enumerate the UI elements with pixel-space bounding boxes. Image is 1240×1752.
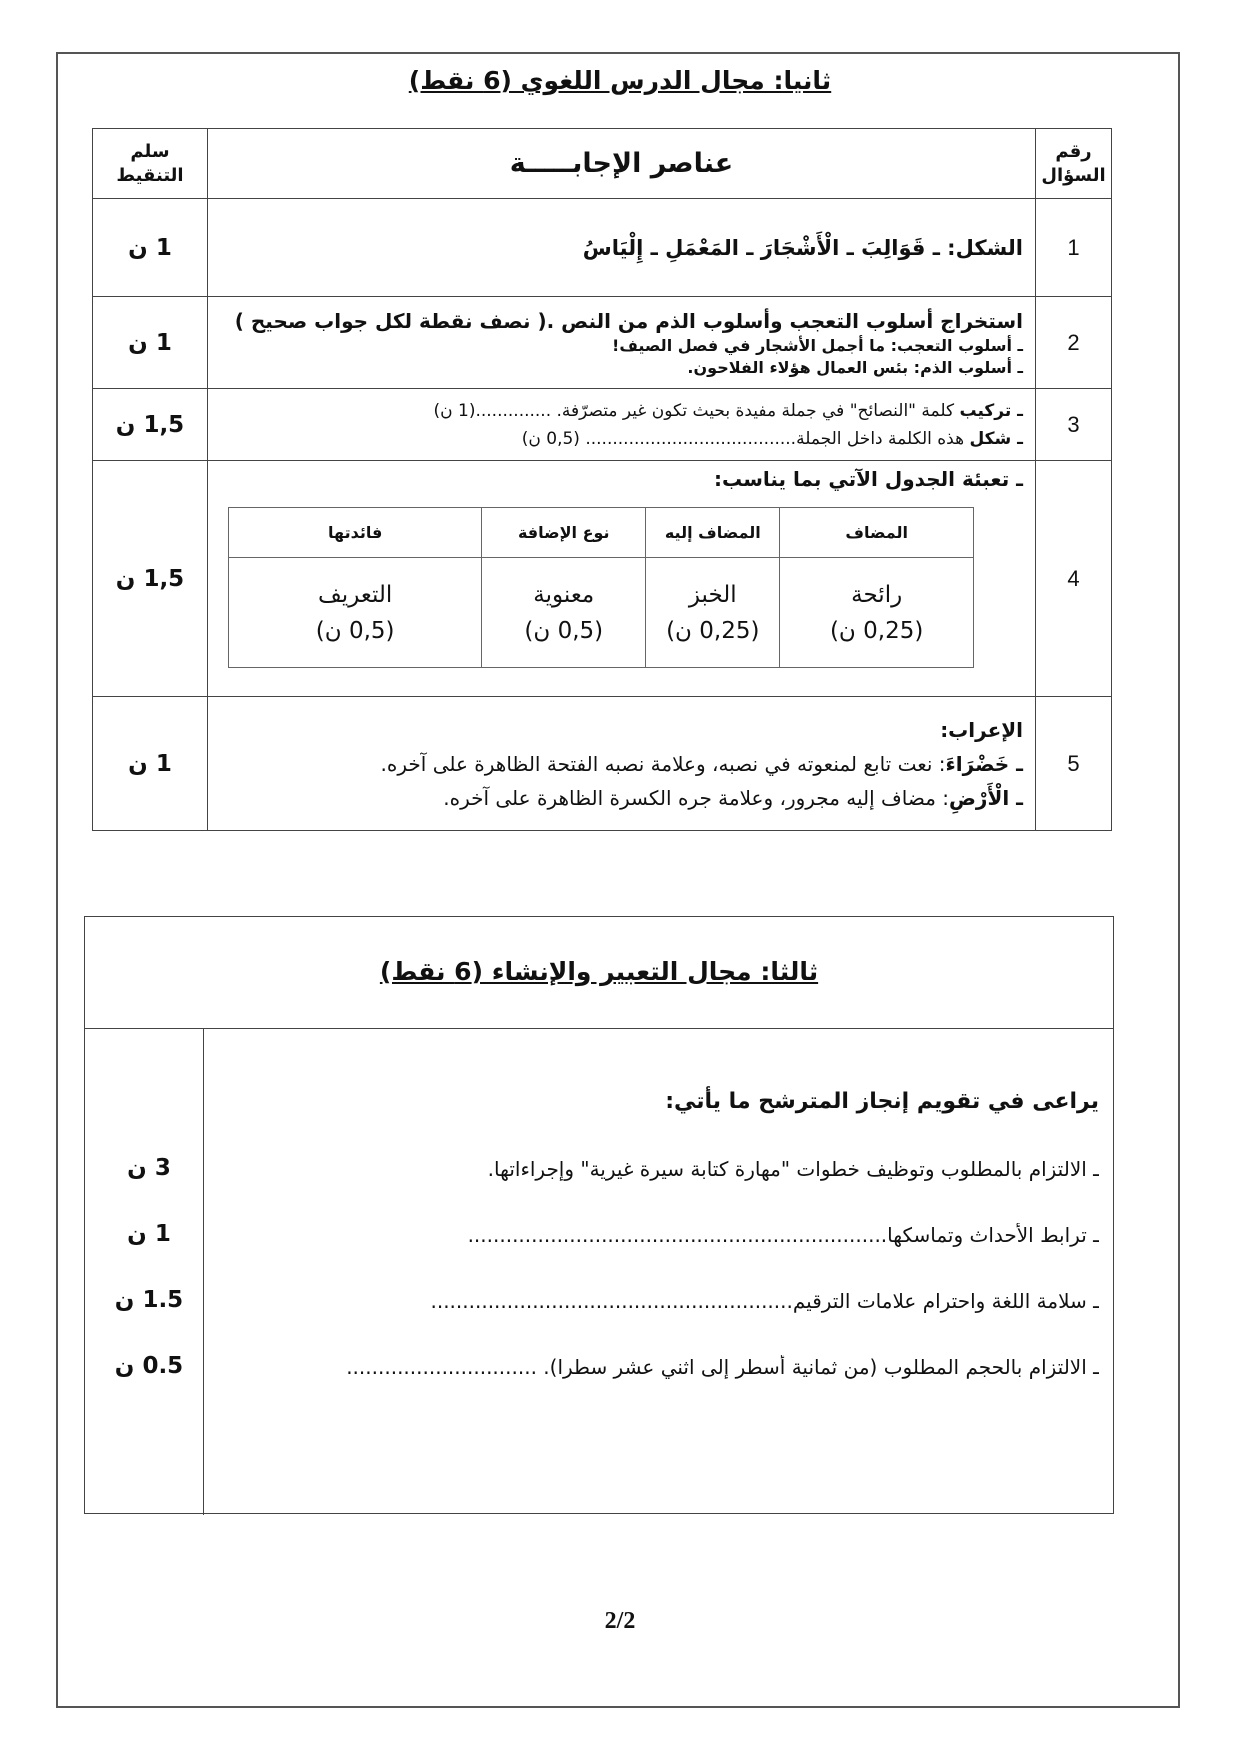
- answer-cell: [208, 297, 1036, 389]
- idafa-value: [482, 558, 646, 668]
- answer-keyword: ـ الْأَرْضِ: [949, 785, 1023, 810]
- answer-text: : نعت تابع لمنعوته في نصبه، وعلامة نصبه الفتحة الظاهرة على آخره.: [380, 751, 946, 776]
- question-row-2: [93, 297, 1112, 389]
- idafa-header: المضاف: [780, 508, 974, 558]
- answer-text: كلمة "النصائح" في جملة مفيدة بحيث تكون غير متصرّفة. ..............(1 ن): [433, 400, 960, 421]
- idafa-value: [229, 558, 482, 668]
- idafa-header: المضاف إليه: [646, 508, 780, 558]
- answer-elements-header: عناصر الإجابـــــة: [208, 129, 1036, 199]
- criterion-score: 1 ن: [127, 1221, 171, 1247]
- answer-line: ـ أسلوب الذم: بئس العمال هؤلاء الفلاحون.: [687, 357, 1023, 377]
- question-number: 5: [1036, 697, 1112, 831]
- writing-section-header: [85, 917, 1113, 1029]
- idafa-table: [228, 507, 974, 668]
- value-text: الخبز: [688, 581, 737, 608]
- question-number: 1: [1036, 199, 1112, 297]
- question-number: 4: [1036, 461, 1112, 697]
- idafa-header: نوع الإضافة: [482, 508, 646, 558]
- section2-title: ثانيا: مجال الدرس اللغوي (6 نقط): [408, 66, 832, 95]
- value-points: (0,25 ن): [829, 617, 924, 644]
- value-points: (0,5 ن): [315, 617, 395, 644]
- idafa-value: [780, 558, 974, 668]
- value-text: معنوية: [533, 581, 595, 608]
- question-number: 2: [1036, 297, 1112, 389]
- answer-line: [220, 781, 1023, 815]
- value-points: (0,25 ن): [666, 617, 760, 644]
- section3-title: ثالثا: مجال التعبير والإنشاء (6 نقط): [379, 957, 819, 986]
- criterion-text: ـ سلامة اللغة واحترام علامات الترقيم.........................................................: [430, 1289, 1099, 1313]
- question-row-5: [93, 697, 1112, 831]
- idafa-header: فائدتها: [229, 508, 482, 558]
- answer-main: استخراج أسلوب التعجب وأسلوب الذم من النص .( نصف نقطة لكل جواب صحيح ): [234, 308, 1023, 333]
- answer-keyword: ـ شكل: [969, 428, 1023, 449]
- answer-line: [220, 397, 1023, 425]
- answer-line: [220, 747, 1023, 781]
- answer-cell: [208, 389, 1036, 461]
- criteria-intro: يراعى في تقويم إنجاز المترشح ما يأتي:: [665, 1089, 1099, 1114]
- question-number-header: رقم السؤال: [1036, 129, 1112, 199]
- answer-text: : مضاف إليه مجرور، وعلامة جره الكسرة الظاهرة على آخره.: [443, 785, 950, 810]
- idafa-value-row: [229, 558, 974, 668]
- criterion-score: 0.5 ن: [114, 1353, 184, 1379]
- question-row-4: [93, 461, 1112, 697]
- writing-section-box: [84, 916, 1114, 1514]
- score: 1,5 ن: [93, 461, 208, 697]
- page-number: 2/2: [604, 1608, 636, 1634]
- score: 1 ن: [93, 199, 208, 297]
- answer-title: الإعراب:: [940, 717, 1023, 742]
- answer-keyword: ـ خَضْرَاءَ: [945, 751, 1023, 776]
- question-number: 3: [1036, 389, 1112, 461]
- header-row: [93, 129, 1112, 199]
- scale-header: سلم التنقيط: [93, 129, 208, 199]
- value-text: رائحة: [851, 581, 903, 608]
- criterion-text: ـ الالتزام بالمطلوب وتوظيف خطوات "مهارة كتابة سيرة غيرية" وإجراءاتها.: [487, 1157, 1099, 1181]
- answer-keyword: ـ تركيب: [959, 400, 1023, 421]
- question-row-1: [93, 199, 1112, 297]
- question-row-3: [93, 389, 1112, 461]
- criterion-score: 1.5 ن: [114, 1287, 184, 1313]
- answer-text: هذه الكلمة داخل الجملة....................................... (0,5 ن): [521, 428, 970, 449]
- answer-line: [220, 425, 1023, 453]
- value-points: (0,5 ن): [524, 617, 604, 644]
- answer-cell: [208, 697, 1036, 831]
- answer-line: ـ أسلوب التعجب: ما أجمل الأشجار في فصل الصيف!: [612, 335, 1023, 355]
- criterion-text: ـ الالتزام بالحجم المطلوب (من ثمانية أسطر إلى اثني عشر سطرا). ..............................: [346, 1355, 1099, 1379]
- criterion-text: ـ ترابط الأحداث وتماسكها..................................................................: [467, 1223, 1099, 1247]
- score-column-divider: [203, 1029, 204, 1515]
- answer-instruction: ـ تعبئة الجدول الآتي بما يناسب:: [714, 467, 1023, 491]
- score: 1 ن: [93, 697, 208, 831]
- answer-cell: [208, 461, 1036, 697]
- idafa-value: [646, 558, 780, 668]
- score: 1 ن: [93, 297, 208, 389]
- value-text: التعريف: [317, 581, 393, 608]
- grammar-answer-table: [92, 128, 1112, 831]
- score: 1,5 ن: [93, 389, 208, 461]
- idafa-header-row: [229, 508, 974, 558]
- criterion-score: 3 ن: [127, 1155, 171, 1181]
- answer-text: الشكل: ـ قَوَالِبَ ـ الْأَشْجَارَ ـ المَعْمَلِ ـ إِلْيَاسُ: [208, 199, 1036, 297]
